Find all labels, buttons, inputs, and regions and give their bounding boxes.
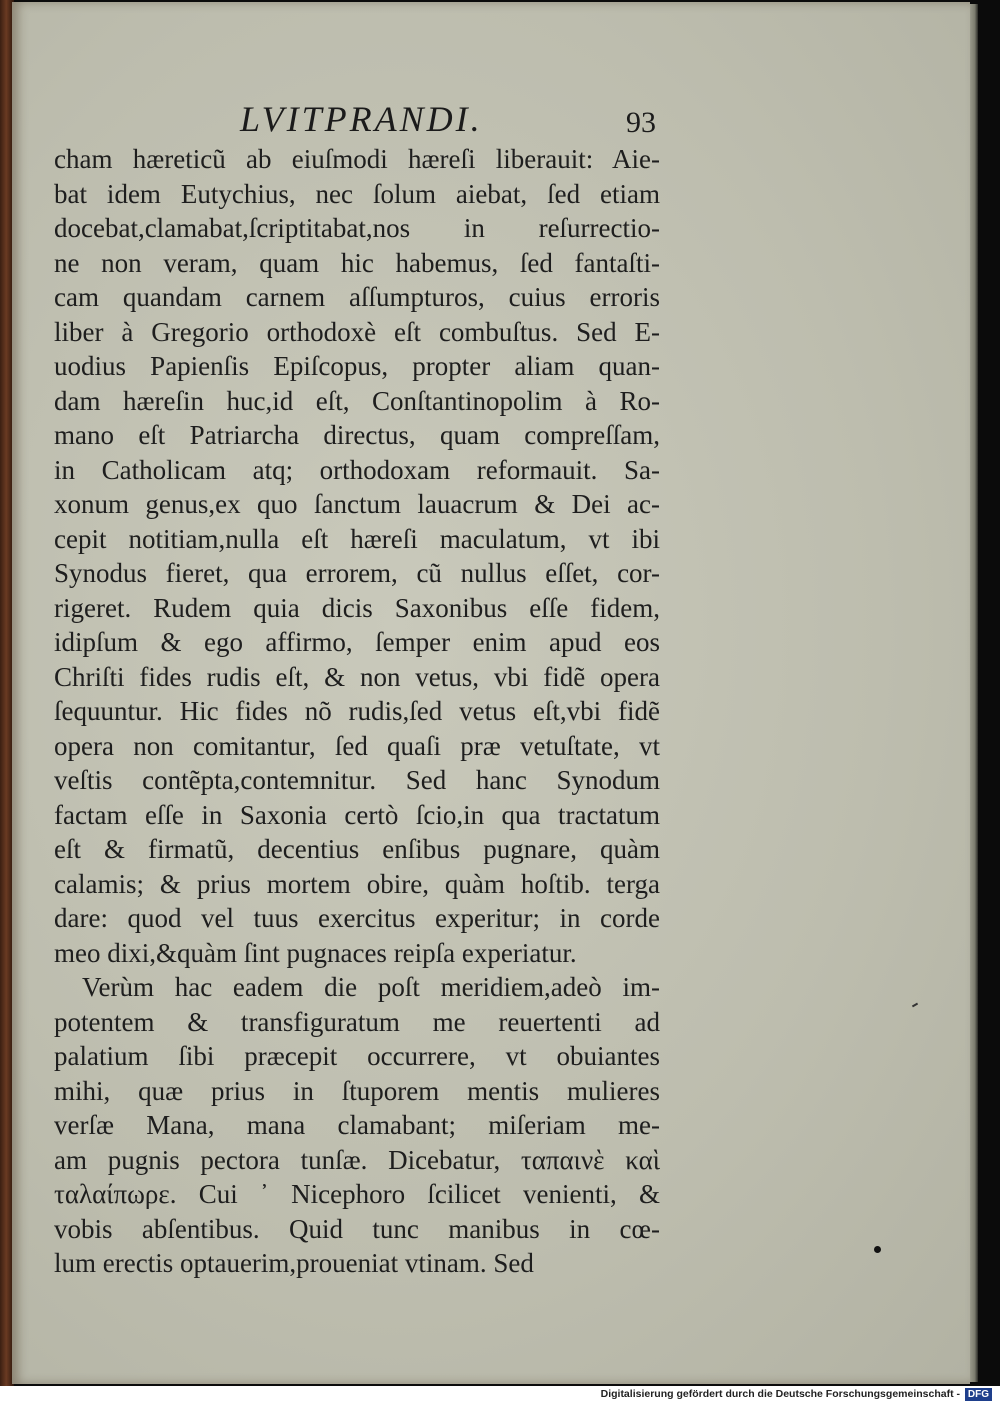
text-line: palatium ſibi præcepit occurrere, vt obuiantes — [54, 1041, 660, 1071]
text-line: rigeret. Rudem quia dicis Saxonibus eſſe fidem, — [54, 592, 660, 623]
text-line: cam quandam carnem aſſumpturos, cuius erroris — [54, 282, 660, 312]
text-line: am pugnis pectora tunſæ. Dicebatur, ταπαινὲ καὶ — [54, 1144, 660, 1175]
text-line: eſt & firmatũ, decentius enſibus pugnare, quàm — [54, 834, 660, 864]
text-line: calamis; & prius mortem obire, quàm hoſtib. terga — [54, 868, 660, 899]
text-line: mano eſt Patriarcha directus, quam compreſſam, — [54, 420, 660, 450]
text-line: meo dixi,&quàm ſint pugnaces reipſa experiatur. — [54, 937, 577, 968]
text-line: opera non comitantur, ſed quaſi præ vetuſtate, vt — [54, 730, 660, 761]
text-line: mihi, quæ prius in ſtuporem mentis mulieres — [54, 1075, 660, 1106]
ink-speck-mark — [912, 1003, 918, 1008]
text-line: ταλαίπωρε. Cui ᾽ Nicephoro ſcilicet venienti, & — [54, 1179, 660, 1209]
text-line: bat idem Eutychius, nec ſolum aiebat, ſed etiam — [54, 178, 660, 209]
text-line: veſtis contẽpta,contemnitur. Sed hanc Synodum — [54, 765, 660, 795]
running-head: LVITPRANDI. — [240, 99, 483, 139]
text-line: in Catholicam atq; orthodoxam reformauit. Sa- — [54, 454, 660, 485]
text-line: dare: quod vel tuus exercitus experitur; in corde — [54, 903, 660, 933]
text-line: Synodus fieret, qua errorem, cũ nullus eſſet, cor- — [54, 558, 660, 588]
page-fore-edge — [970, 4, 978, 1382]
text-line: uodius Papienſis Epiſcopus, propter aliam quan- — [54, 351, 660, 381]
text-line: liber à Gregorio orthodoxè eſt combuſtus. Sed E- — [54, 316, 660, 347]
text-line: docebat,clamabat,ſcriptitabat,nos in reſurrectio- — [54, 213, 660, 243]
dfg-logo: DFG — [965, 1388, 992, 1401]
text-line: potentem & transfiguratum me reuertenti ad — [54, 1006, 660, 1037]
text-line: cham hæreticũ ab eiuſmodi hæreſi liberauit: Aie- — [54, 144, 660, 174]
funding-credit: Digitalisierung gefördert durch die Deutsche Forschungsgemeinschaft - — [600, 1388, 960, 1400]
text-line: ne non veram, quam hic habemus, ſed fantaſti- — [54, 247, 660, 278]
book-page — [12, 2, 970, 1384]
text-line: cepit notitiam,nulla eſt hæreſi maculatum, vt ibi — [54, 523, 660, 554]
text-line: vobis abſentibus. Quid tunc manibus in cœ- — [54, 1213, 660, 1244]
text-line: idipſum & ego affirmo, ſemper enim apud eos — [54, 627, 660, 657]
digitization-footer — [0, 1386, 1000, 1404]
text-line: Chriſti fides rudis eſt, & non vetus, vbi fidẽ opera — [54, 661, 660, 692]
text-line: lum erectis optauerim,proueniat vtinam. Sed — [54, 1248, 534, 1278]
main-text-block — [54, 142, 660, 1281]
text-line: ſequuntur. Hic fides nõ rudis,ſed vetus eſt,vbi fidẽ — [54, 696, 660, 726]
text-line: xonum genus,ex quo ſanctum lauacrum & Dei ac- — [54, 489, 660, 519]
text-line: verſæ Mana, mana clamabant; miſeriam me- — [54, 1110, 660, 1140]
text-line: dam hæreſin huc,id eſt, Conſtantinopolim à Ro- — [54, 385, 660, 416]
page-number: 93 — [626, 106, 656, 139]
text-line: factam eſſe in Saxonia certò ſcio,in qua tractatum — [54, 799, 660, 830]
text-line: Verùm hac eadem die poſt meridiem,adeò im- — [82, 972, 660, 1002]
ink-dot-mark — [874, 1246, 881, 1253]
